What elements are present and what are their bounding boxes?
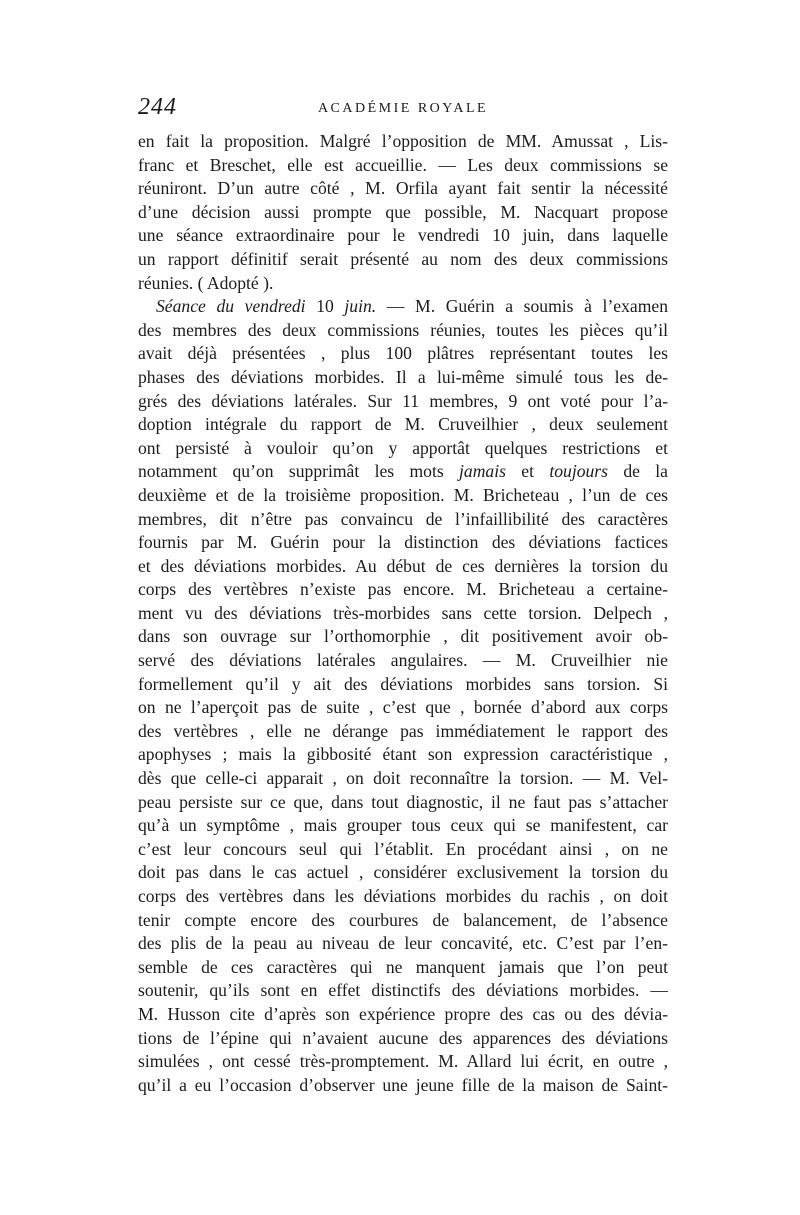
text-line [138,272,668,296]
text-span: — M. Guérin a soumis à l’examen [376,296,668,317]
text-line [138,956,668,980]
text-line [138,413,668,437]
text-line [138,508,668,532]
text-line [138,625,668,649]
text-line [138,1003,668,1027]
text-span: M. Husson cite d’après son expérience propre des cas ou des dévia- [138,1003,668,1024]
text-line [138,437,668,461]
text-line [138,130,668,154]
text-line [138,248,668,272]
running-title: ACADÉMIE ROYALE [317,101,489,116]
text-span: des vertèbres , elle ne dérange pas immédiatement le rapport des [138,720,668,741]
text-line [138,602,668,626]
text-span: doption intégrale du rapport de M. Cruveilhier , deux seulement [138,414,668,435]
text-line [138,366,668,390]
text-line [138,578,668,602]
text-line [138,201,668,225]
text-line [138,555,668,579]
text-line [138,460,668,484]
text-span: grés des déviations latérales. Sur 11 membres, 9 ont voté pour l’a- [138,390,668,411]
text-line [138,861,668,885]
text-span: formellement qu’il y ait des déviations morbides sans torsion. Si [138,673,668,694]
text-line [138,814,668,838]
text-span: franc et Breschet, elle est accueillie. — Les deux commissions se [138,154,668,175]
text-span: corps des vertèbres dans les déviations morbides du rachis , on doit [138,886,668,906]
text-span: tenir compte encore des courbures de balancement, de l’absence [138,909,668,930]
text-span: ment vu des déviations très-morbides sans cette torsion. Delpech , [138,602,668,623]
text-span: réunies. ( Adopté ). [138,272,274,293]
text-line [138,177,668,201]
text-line [138,979,668,1003]
text-line [138,838,668,862]
text-span: des plis de la peau au niveau de leur concavité, etc. C’est par l’en- [138,933,668,954]
text-span: simulées , ont cessé très-promptement. M. Allard lui écrit, en outre , [138,1051,668,1072]
italic-text: toujours [549,461,609,482]
text-line [138,767,668,791]
italic-text: jamais [459,461,506,482]
italic-text: Séance du vendredi [156,296,306,317]
text-span: c’est leur concours seul qui l’établit. En procédant ainsi , on ne [138,838,668,859]
text-line [138,154,668,178]
text-span: fournis par M. Guérin pour la distinction des déviations factices [138,532,668,553]
text-span: deuxième et de la troisième proposition. M. Bricheteau , l’un de ces [138,484,668,505]
text-line [138,696,668,720]
italic-text: juin. [344,296,377,317]
text-span: dans son ouvrage sur l’orthomorphie , dit positivement avoir ob- [138,626,668,647]
text-span: qu’il a eu l’occasion d’observer une jeune fille de la maison de Saint- [138,1074,668,1095]
text-line [138,342,668,366]
text-line [138,720,668,744]
text-span: des membres des deux commissions réunies, toutes les pièces qu’il [138,319,668,340]
text-span: phases des déviations morbides. Il a lui-même simulé tous les de- [138,366,668,387]
text-span: avait déjà présentées , plus 100 plâtres représentant toutes les [138,343,668,364]
text-line [138,885,668,909]
text-span: on ne l’aperçoit pas de suite , c’est que , bornée d’abord aux corps [138,697,668,718]
text-span: semble de ces caractères qui ne manquent jamais que l’on peut [138,956,668,977]
text-line [138,932,668,956]
text-span: servé des déviations latérales angulaires. — M. Cruveilhier nie [138,650,668,671]
text-span: dès que celle-ci apparait , on doit reconnaître la torsion. — M. Vel- [138,768,668,789]
text-span: en fait la proposition. Malgré l’opposition de MM. Amussat , Lis- [138,131,668,151]
text-span: de la [608,461,668,482]
text-line [138,791,668,815]
text-span: membres, dit n’être pas convaincu de l’infaillibilité des caractères [138,508,668,529]
text-span: peau persiste sur ce que, dans tout diagnostic, il ne faut pas s’attacher [138,791,668,812]
text-span: ont persisté à vouloir qu’on y apportât quelques restrictions et [138,437,668,458]
text-line [138,484,668,508]
page-number: 244 [138,94,177,120]
text-line [138,649,668,673]
text-line [138,390,668,414]
text-span: d’une décision aussi prompte que possible, M. Nacquart propose [138,201,668,222]
text-line [138,224,668,248]
text-span: un rapport définitif serait présenté au nom des deux commissions [138,248,668,269]
page-header [138,94,668,124]
text-span: et [505,461,550,482]
text-line [138,295,668,319]
text-span: et des déviations morbides. Au début de ces dernières la torsion du [138,555,668,576]
text-line [138,673,668,697]
text-span: réuniront. D’un autre côté , M. Orfila ayant fait sentir la nécessité [138,178,668,199]
text-line [138,531,668,555]
text-span: une séance extraordinaire pour le vendredi 10 juin, dans laquelle [138,225,668,246]
text-span: 10 [305,296,345,317]
text-span: apophyses ; mais la gibbosité étant son expression caractéristique , [138,744,668,765]
text-line [138,1050,668,1074]
text-line [138,1074,668,1098]
text-line [138,1027,668,1051]
text-line [138,319,668,343]
text-line [138,743,668,767]
text-span: notamment qu’on supprimât les mots [138,461,460,482]
body-text [138,130,668,1097]
text-span: corps des vertèbres n’existe pas encore. M. Bricheteau a certaine- [138,579,668,600]
text-span: doit pas dans le cas actuel , considérer exclusivement la torsion du [138,862,668,883]
text-span: qu’à un symptôme , mais grouper tous ceux qui se manifestent, car [138,815,668,836]
text-span: soutenir, qu’ils sont en effet distinctifs des déviations morbides. — [138,980,668,1001]
text-line [138,909,668,933]
text-span: tions de l’épine qui n’avaient aucune des apparences des déviations [138,1027,668,1048]
